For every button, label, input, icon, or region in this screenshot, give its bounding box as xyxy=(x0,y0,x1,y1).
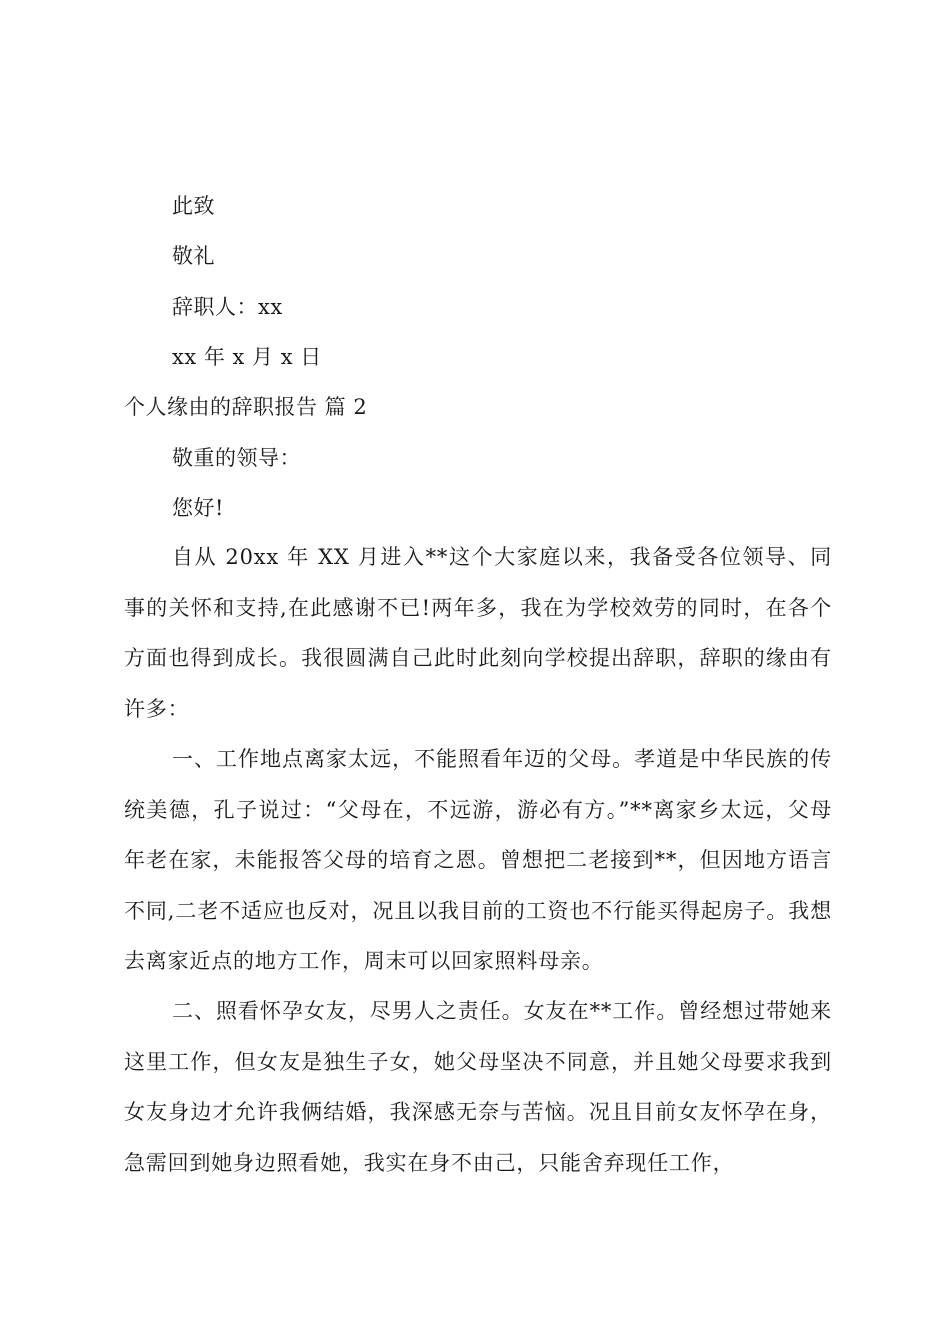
signer-line: 辞职人：xx xyxy=(172,295,283,319)
date-line: xx 年 x 月 x 日 xyxy=(172,345,322,369)
closing-salutation: 此致 xyxy=(172,194,215,218)
body-paragraph: 自从 20xx 年 XX 月进入**这个大家庭以来，我备受各位领导、同事的关怀和支持,在此感谢不已!两年多，我在为学校效劳的同时，在各个方面也得到成长。我很圆满自己此时此刻向学校提出辞职，辞职的缘由有许多： xyxy=(124,545,832,721)
closing-regards: 敬礼 xyxy=(172,244,215,268)
letter-greeting: 敬重的领导： xyxy=(172,446,301,470)
letter-hello: 您好! xyxy=(172,496,224,520)
section-title: 个人缘由的辞职报告 篇 2 xyxy=(124,395,368,419)
body-paragraph: 二、照看怀孕女友，尽男人之责任。女友在**工作。曾经想过带她来这里工作，但女友是独生子女，她父母坚决不同意，并且她父母要求我到女友身边才允许我俩结婚，我深感无奈与苦恼。况且目前女友怀孕在身，急需回到她身边照看她，我实在身不由己，只能舍弃现任工作， xyxy=(124,999,832,1175)
body-paragraph: 一、工作地点离家太远，不能照看年迈的父母。孝道是中华民族的传统美德，孔子说过：“父母在，不远游，游必有方。”**离家乡太远，父母年老在家，未能报答父母的培育之恩。曾想把二老接到**，但因地方语言不同,二老不适应也反对，况且以我目前的工资也不行能买得起房子。我想去离家近点的地方工作，周末可以回家照料母亲。 xyxy=(124,747,832,973)
